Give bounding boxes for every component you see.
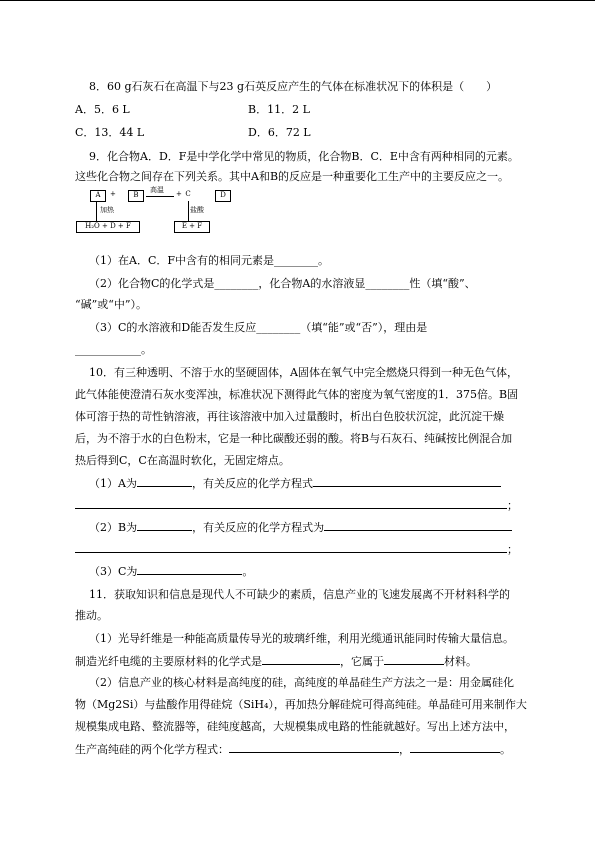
q11-sub1-blank-material[interactable] — [384, 652, 444, 665]
q10-sub1-semicolon: ； — [507, 499, 518, 512]
q11-sub2-line4 — [75, 740, 511, 758]
q10-stem-line1: 10．有三种透明、不溶于水的坚硬固体，A固体在氧气中完全燃烧只得到一种无色气体， — [89, 366, 518, 379]
q10-sub3-blank-c[interactable] — [137, 562, 242, 575]
q11-sub2-line3: 规模集成电路、整流器等，硅纯度越高，大规模集成电路的性能就越好。写出上述方法中， — [75, 720, 515, 733]
q11-sub2-prefix: 生产高纯硅的两个化学方程式： — [75, 743, 229, 756]
q10-sub2-prefix: （2）B为 — [89, 521, 138, 534]
q10-sub3-prefix: （3）C为 — [89, 565, 138, 578]
q11-sub2-blank-equation-1[interactable] — [229, 740, 399, 753]
diagram-box-products-right: E + F — [174, 221, 210, 233]
q9-sub3-line2: ____________。 — [75, 343, 152, 356]
q10-stem-line4: 后，为不溶于水的白色粉末，它是一种比碳酸还弱的酸。将B与石灰石、纯碱按比例混合加 — [75, 432, 513, 445]
diagram-condition-heat: 加热 — [100, 206, 114, 214]
q10-sub2-blank-equation[interactable] — [324, 518, 512, 531]
diagram-arrow-top — [146, 196, 174, 197]
diagram-arrow-left-down — [96, 201, 97, 221]
q10-stem-line2: 此气体能使澄清石灰水变浑浊，标准状况下测得此气体的密度为氧气密度的1．375倍。B固 — [75, 388, 519, 401]
q11-sub1-line1: （1）光导纤维是一种能高质量传导光的玻璃纤维，利用光缆通讯能同时传输大量信息。 — [89, 632, 514, 645]
q9-reaction-diagram — [85, 186, 240, 234]
diagram-box-b: B — [128, 190, 144, 202]
q11-sub1-end: 材料。 — [444, 655, 477, 668]
q10-sub2-semicolon: ； — [507, 543, 518, 556]
page-top-rule — [0, 0, 595, 1]
diagram-box-products-left: H₂O + D + F — [76, 221, 140, 233]
q9-stem-line1: 9．化合物A．D．F是中学化学中常见的物质，化合物B．C．E中含有两种相同的元素。 — [89, 150, 519, 163]
diagram-box-a: A — [90, 190, 106, 202]
q10-sub1-blank-a[interactable] — [137, 474, 192, 487]
q10-sub2-mid: ，有关反应的化学方程式为 — [192, 521, 325, 534]
q10-sub2-blank-line[interactable] — [75, 540, 507, 553]
q10-sub3-period: 。 — [242, 565, 254, 578]
q9-stem-line2: 这些化合物之间存在下列关系。其中A和B的反应是一种重要化工生产中的主要反应之一。 — [75, 170, 510, 183]
q10-stem-line3: 体可溶于热的苛性钠溶液，再往该溶液中加入过量酸时，析出白色胶状沉淀，此沉淀干燥 — [75, 410, 504, 423]
q9-sub3-line1: （3）C的水溶液和D能否发生反应________（填“能”或“否”），理由是 — [89, 321, 428, 334]
diagram-condition-high-temp: 高温 — [150, 186, 164, 194]
q10-sub1-blank-line[interactable] — [75, 496, 507, 509]
q9-sub1: （1）在A．C．F中含有的相同元素是________。 — [89, 254, 329, 267]
q9-sub2-line1: （2）化合物C的化学式是________，化合物A的水溶液显________性（填“酸”、 — [89, 277, 476, 290]
diagram-plus-2: + — [176, 190, 182, 198]
q9-sub2-line2: “碱”或“中”）。 — [75, 298, 147, 311]
q10-sub1-blank-equation[interactable] — [313, 474, 501, 487]
q10-sub2 — [89, 518, 512, 536]
q11-stem-line1: 11．获取知识和信息是现代人不可缺少的素质，信息产业的飞速发展离不开材料科学的 — [89, 588, 510, 601]
q8-option-b: B．11．2 L — [248, 103, 310, 116]
q10-sub2-continuation — [75, 540, 518, 558]
q11-stem-line2: 推动。 — [75, 609, 108, 622]
diagram-condition-acid: 盐酸 — [190, 206, 204, 214]
q11-sub2-blank-equation-2[interactable] — [410, 740, 500, 753]
q11-sub2-line1: （2）信息产业的核心材料是高纯度的硅，高纯度的单晶硅生产方法之一是：用金属硅化 — [89, 676, 514, 689]
diagram-box-d: D — [215, 190, 231, 202]
q10-sub2-blank-b[interactable] — [137, 518, 192, 531]
q8-option-c: C．13．44 L — [75, 126, 145, 139]
diagram-box-c: C — [183, 190, 193, 200]
q8-stem: 8．60 g石灰石在高温下与23 g石英反应产生的气体在标准状况下的体积是（ ） — [89, 80, 498, 93]
q11-sub1-blank-formula[interactable] — [262, 652, 340, 665]
q11-sub1-mid: ，它属于 — [340, 655, 384, 668]
q10-sub1-prefix: （1）A为 — [89, 477, 137, 490]
q10-sub3 — [89, 562, 253, 580]
q11-sub2-comma: ， — [399, 743, 410, 756]
diagram-arrow-right-down — [188, 201, 189, 221]
q11-sub1-line2 — [75, 652, 477, 670]
q10-stem-line5: 热后得到C，C在高温时软化，无固定熔点。 — [75, 454, 290, 467]
q10-sub1 — [89, 474, 501, 492]
q10-sub1-mid: ，有关反应的化学方程式 — [191, 477, 313, 490]
q11-sub2-line2: 物（Mg2Si）与盐酸作用得硅烷（SiH₄），再加热分解硅烷可得高纯硅。单晶硅可用来制作大 — [75, 698, 527, 711]
q8-option-a: A．5．6 L — [75, 103, 130, 116]
diagram-plus-1: + — [110, 190, 116, 198]
q10-sub1-continuation — [75, 496, 518, 514]
q11-sub1-prefix: 制造光纤电缆的主要原材料的化学式是 — [75, 655, 262, 668]
q8-option-d: D．6．72 L — [248, 126, 311, 139]
q11-sub2-period: 。 — [500, 743, 511, 756]
